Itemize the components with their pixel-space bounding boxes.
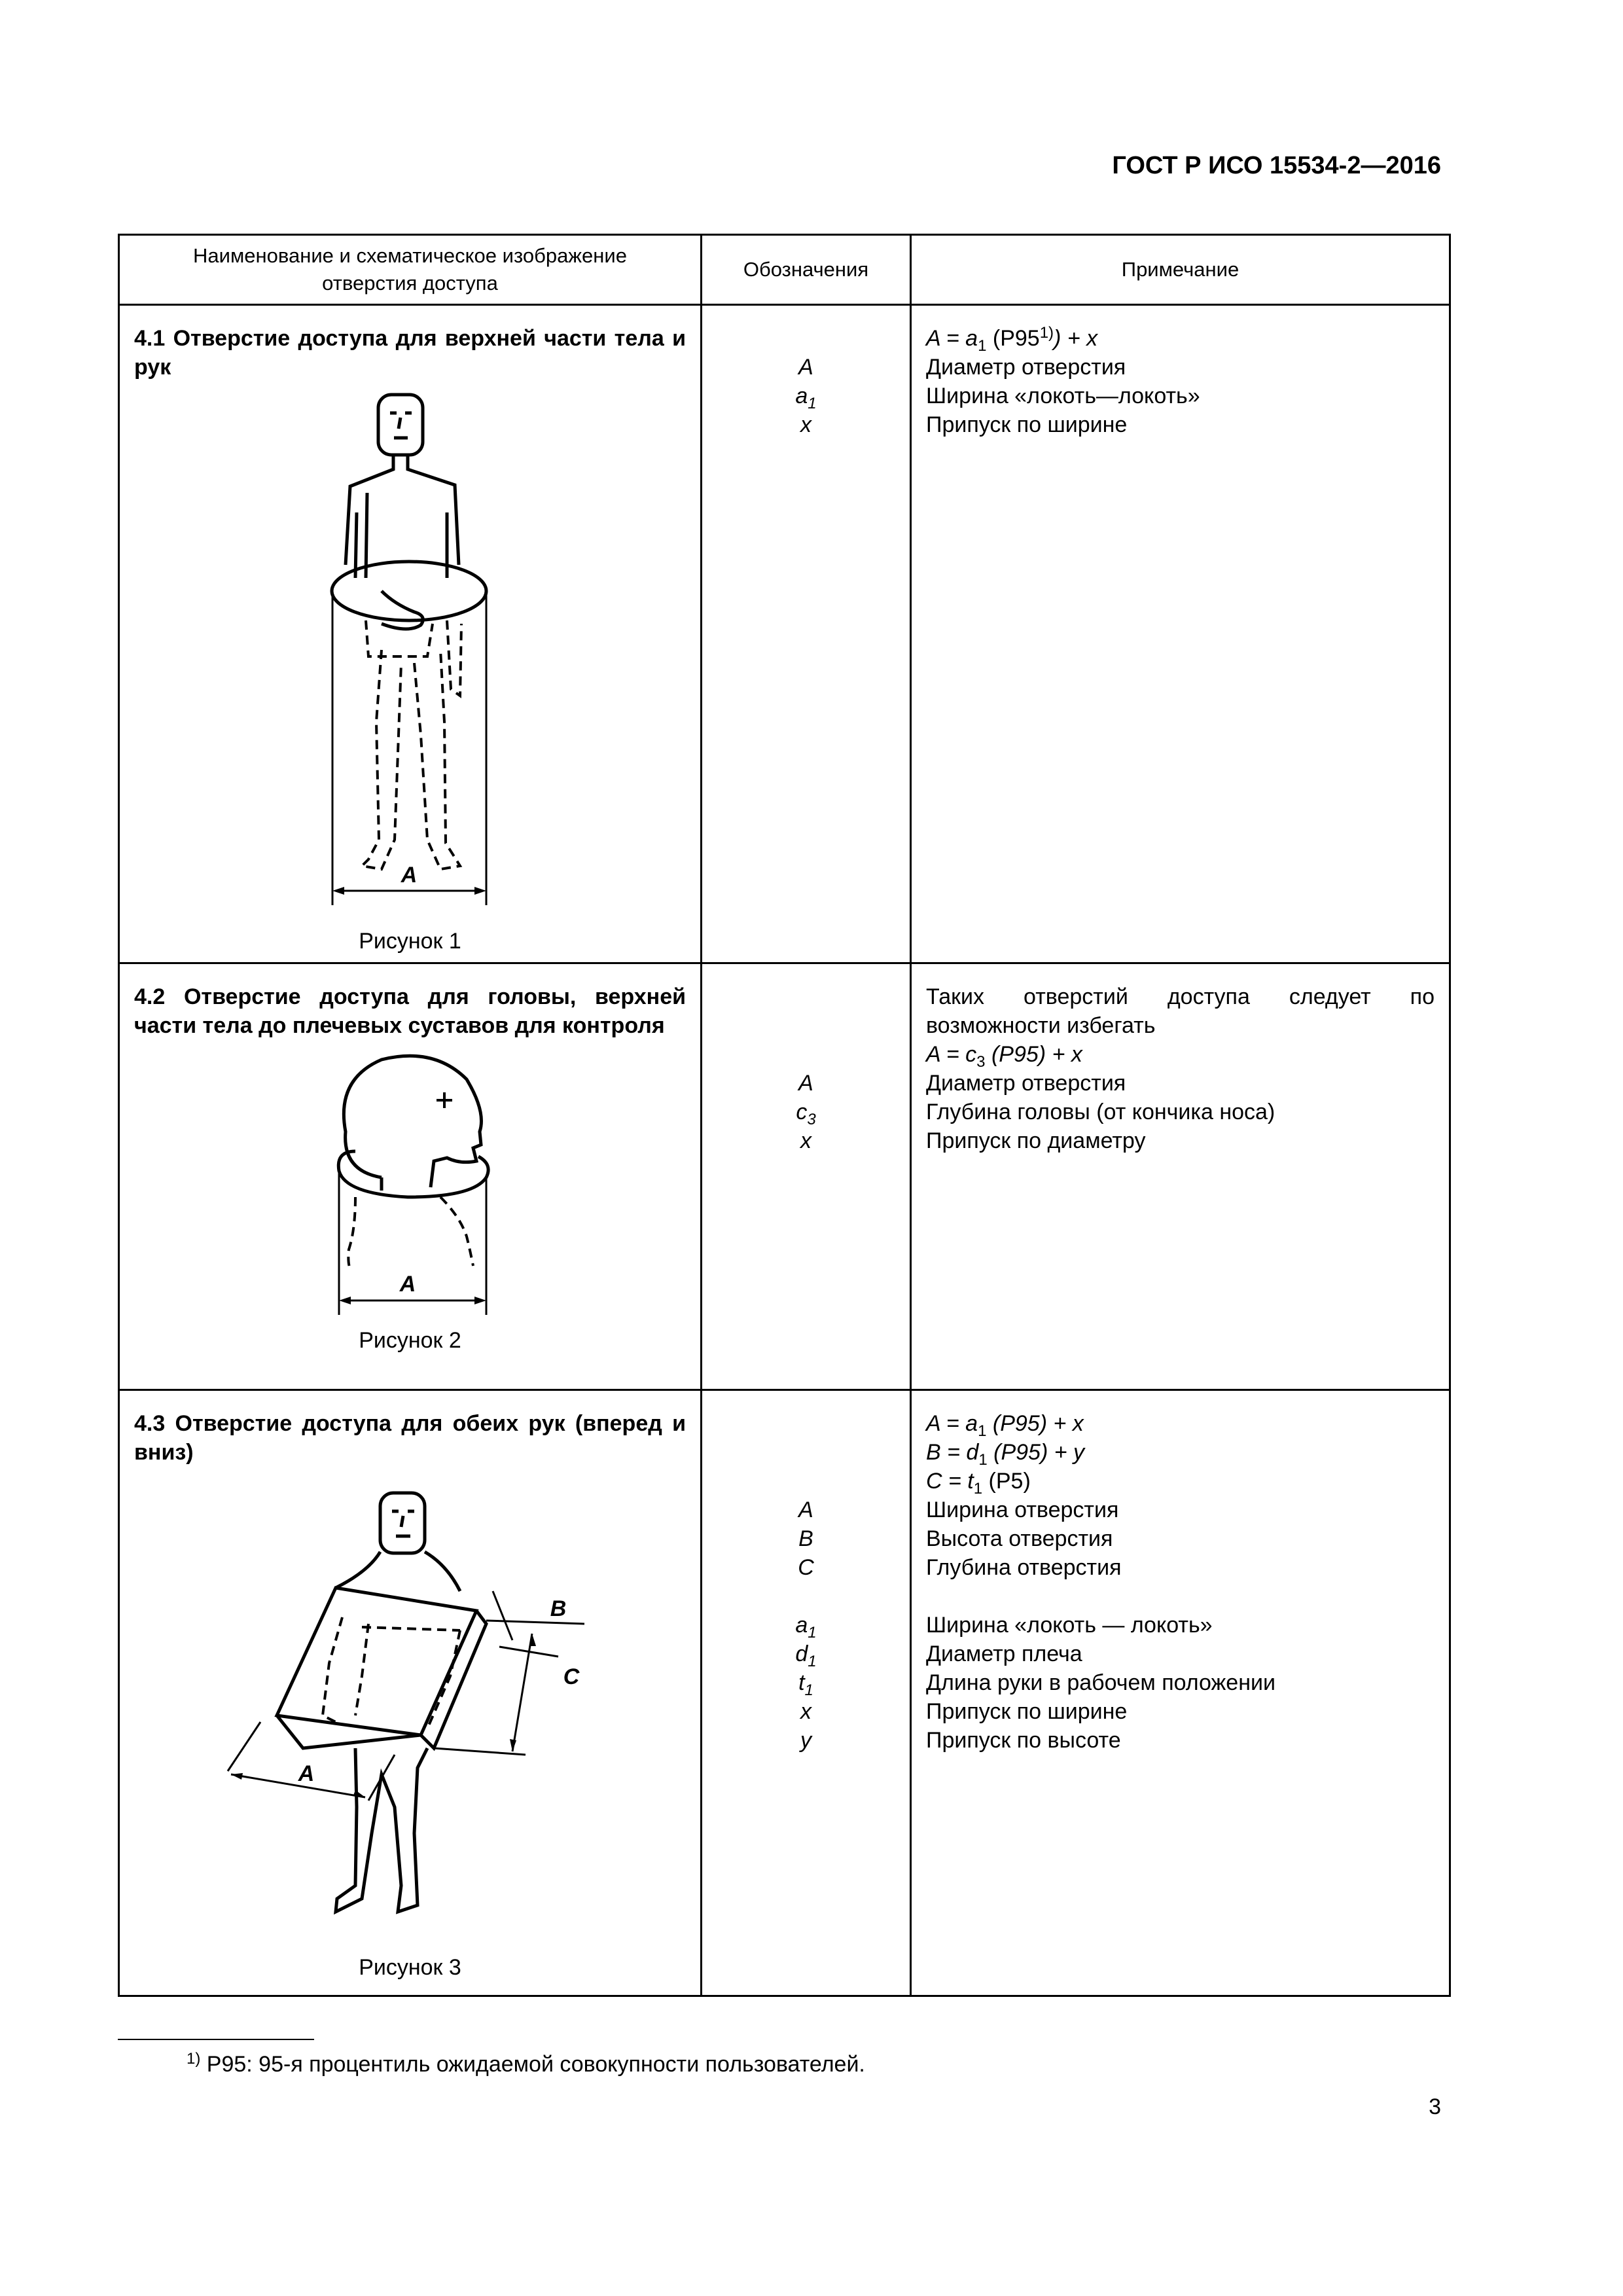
row1-note: Припуск по ширине: [926, 412, 1128, 437]
row1-name-cell: [119, 305, 702, 963]
row2-intro: Таких отверстий доступа следует по возможности избегать: [926, 984, 1435, 1038]
document-id: ГОСТ Р ИСО 15534-2—2016: [1112, 152, 1441, 179]
row3-symbol: $t_1$: [798, 1670, 813, 1699]
figure-1-drawing: [120, 382, 701, 931]
row1-note: Ширина «локоть—локоть»: [926, 384, 1200, 408]
figure-1: [120, 382, 700, 958]
row3-symbol: C: [798, 1555, 814, 1580]
row3-note: Припуск по ширине: [926, 1699, 1128, 1724]
row3-note: Припуск по высоте: [926, 1728, 1121, 1753]
row3-note: Высота отверстия: [926, 1526, 1113, 1551]
row2-symbols-cell: [702, 963, 911, 1390]
footnote-separator: [118, 2039, 314, 2040]
row3-note: Диаметр плеча: [926, 1641, 1082, 1666]
row1-note: Диаметр отверстия: [926, 355, 1126, 380]
figure-2-drawing: [120, 1040, 701, 1328]
row1-title: 4.1 Отверстие доступа для верхней части тела и рук: [134, 326, 686, 380]
row3-symbol: x: [800, 1699, 812, 1724]
figure-3-label-a: A: [298, 1761, 315, 1786]
figure-2: [120, 1040, 700, 1361]
row3-symbol: $d_1$: [795, 1641, 817, 1670]
row3-note: Длина руки в рабочем положении: [926, 1670, 1275, 1695]
header-symbols: Обозначения: [702, 235, 911, 305]
row3-formula: $C = t_1$ (P5): [926, 1469, 1031, 1498]
row2-symbol: A: [798, 1071, 813, 1096]
row2-symbol: $c_3$: [796, 1100, 816, 1128]
figure-2-caption: Рисунок 2: [359, 1328, 461, 1353]
row3-notes-cell: [911, 1390, 1450, 1996]
row2-title: 4.2 Отверстие доступа для головы, верхней части тела до плечевых суставов для контроля: [134, 984, 686, 1038]
row3-name-cell: [119, 1390, 702, 1996]
header-notes: Примечание: [911, 235, 1450, 305]
figure-3-label-c: C: [563, 1664, 580, 1689]
row3-note: Ширина отверстия: [926, 1498, 1119, 1522]
row3-symbol: y: [800, 1728, 812, 1753]
row1-symbol: A: [798, 355, 813, 380]
access-openings-table: [118, 234, 1451, 1997]
row1-symbol: $a_1$: [795, 384, 817, 412]
table-header-row: [119, 235, 1450, 305]
row3-symbols-cell: [702, 1390, 911, 1996]
table-row: [119, 963, 1450, 1390]
figure-3-label-b: B: [550, 1596, 567, 1621]
row1-formula: $A = a_1$ $(P95^{1)}) + x$: [926, 324, 1098, 355]
header-name: Наименование и схематическое изображение отверстия доступа: [119, 235, 702, 305]
row2-notes-cell: [911, 963, 1450, 1390]
page-number: 3: [1429, 2094, 1441, 2119]
row1-symbols-cell: [702, 305, 911, 963]
row3-formula: $A = a_1$ (P95) + x: [926, 1411, 1084, 1440]
row3-symbol: A: [798, 1498, 813, 1522]
figure-2-label-a: A: [399, 1272, 416, 1297]
figure-1-label-a: A: [401, 863, 418, 888]
row1-symbol: x: [800, 412, 812, 437]
footnote: $^{1)}$ P95: 95-я процентиль ожидаемой совокупности пользователей.: [187, 2050, 865, 2077]
table-row: [119, 1390, 1450, 1996]
figure-3-caption: Рисунок 3: [359, 1955, 461, 1980]
table-row: [119, 305, 1450, 963]
figure-3-drawing: [120, 1467, 701, 1964]
row2-formula: $A = c_3$ (P95) + x: [926, 1042, 1082, 1071]
row3-formula: $B = d_1$ (P95) + y: [926, 1440, 1085, 1469]
row3-title: 4.3 Отверстие доступа для обеих рук (вперед и вниз): [134, 1411, 686, 1465]
row2-note: Припуск по диаметру: [926, 1128, 1146, 1153]
row3-note: Глубина отверстия: [926, 1555, 1122, 1580]
figure-3: [120, 1467, 700, 1990]
row3-note: Ширина «локоть — локоть»: [926, 1613, 1213, 1638]
figure-1-caption: Рисунок 1: [359, 929, 461, 954]
row2-name-cell: [119, 963, 702, 1390]
row2-symbol: x: [800, 1128, 812, 1153]
row3-symbol: $a_1$: [795, 1613, 817, 1641]
row2-note: Глубина головы (от кончика носа): [926, 1100, 1275, 1124]
row3-symbol: B: [798, 1526, 813, 1551]
row2-note: Диаметр отверстия: [926, 1071, 1126, 1096]
row1-notes-cell: [911, 305, 1450, 963]
